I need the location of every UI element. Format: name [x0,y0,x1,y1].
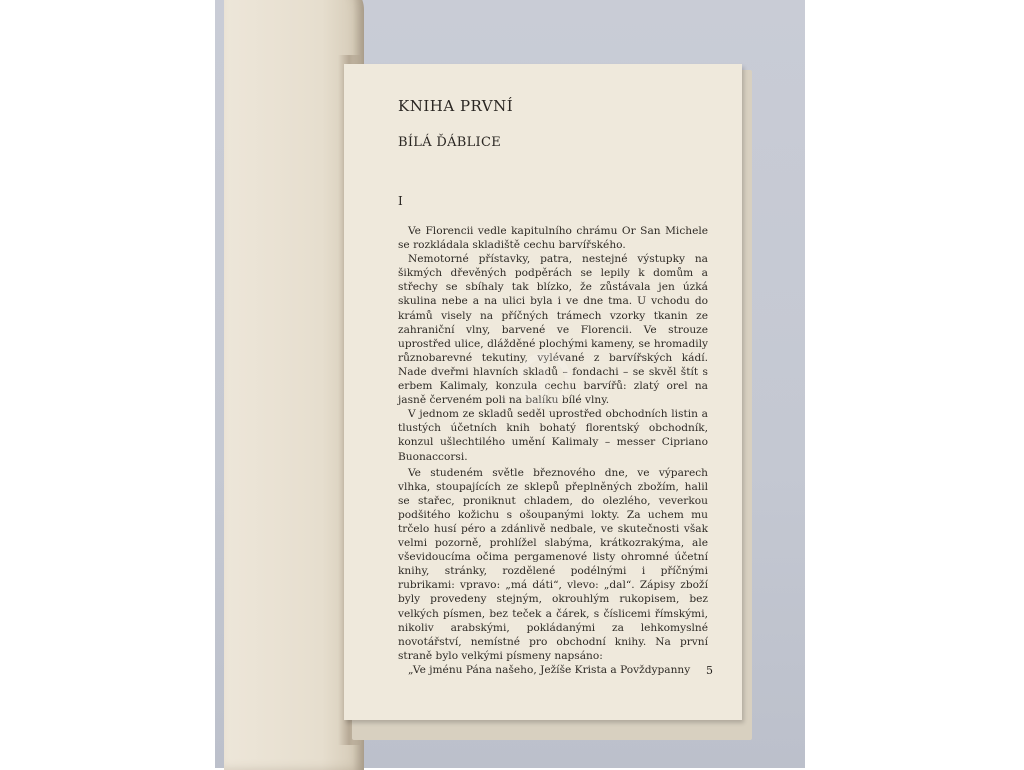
paragraph: V jednom ze skladů seděl uprostřed obchodních listin a tlustých účetních knih bohatý florentský obchodník, konzul ušlechtilého umění Kalimaly – messer Cipriano Buonaccorsi. [398,408,708,463]
book-heading: KNIHA PRVNÍ [398,97,514,115]
paragraph: Ve studeném světle březnového dne, ve výparech vlhka, stoupajících ze sklepů přeplněných zbožím, halil se stařec, proniknut chladem, do olezlého, veverkou podšitého kožichu s ošoupanými lokty. Za uchem mu trčelo husí péro a zdánlivě nedbale, ve skutečnosti však velmi pozorně, prohlížel slabýma, krátkozrakýma, ale vševidoucíma očima pergamenové listy ohromné účetní knihy, stránky, rozdělené podélnými i příčnými rubrikami: vpravo: „má dáti“, vlevo: „dal“. Zápisy zboží byly provedeny stejným, okrouhlým rukopisem, bez velkých písmen, bez teček a čárek, s číslicemi římskými, nikoliv arabskými, pokládanými za lehkomyslné novotářství, nemístné pro obchodní knihy. Na první straně bylo velkými písmeny napsáno: [398,466,708,662]
watermark-icon [516,350,572,410]
paragraph: Ve Florencii vedle kapitulního chrámu Or San Michele se rozkládala skladiště cechu barvířského. [398,225,708,252]
chapter-title: BÍLÁ ĎÁBLICE [398,135,502,150]
body-text [398,224,708,677]
paragraph: „Ve jménu Pána našeho, Ježíše Krista a Povždypanny [408,663,691,676]
paragraph: Nemotorné přístavky, patra, nestejné výstupky na šikmých dřevěných podpěrách se lepily k domům a střechy se sbíhaly tak blízko, že zůstávala jen úzká skulina nebe a na ulici byla i ve dne tma. U vchodu do krámů visely na příčných trámech vzorky tkanin ze zahraniční vlny, barvené ve Florencii. Ve strouze uprostřed ulice, dlážděné plochými kameny, se hromadily různobarevné tekutiny, vylévané z barvířských kádí. Nade dveřmi hlavních skladů – fondachi – se skvěl štít s erbem Kalimaly, konzula cechu barvířů: zlatý orel na jasně červeném poli na balíku bílé vlny. [398,253,708,407]
page-number: 5 [706,664,713,677]
chapter-number: I [398,194,403,208]
